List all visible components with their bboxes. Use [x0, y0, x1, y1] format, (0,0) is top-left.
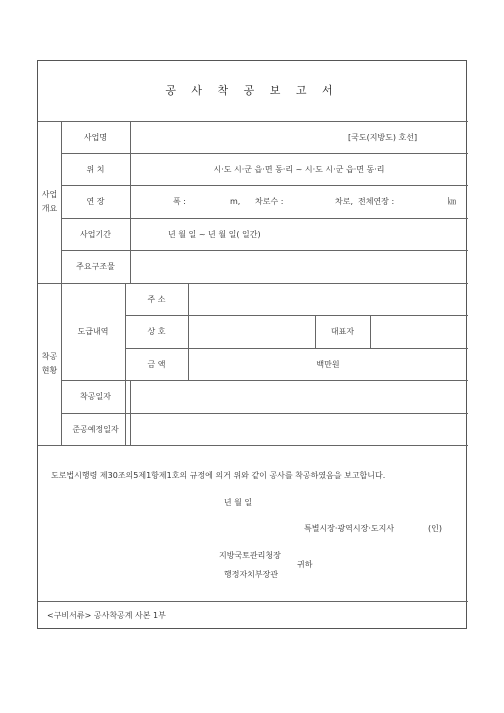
page-title: 공 사 착 공 보 고 서: [165, 84, 339, 97]
recipient-1: 지방국토관리청장: [219, 550, 281, 560]
project-name-label: 사업명: [83, 132, 108, 142]
start-date-label: 착공일자: [80, 392, 111, 401]
location-value: 시·도 시·군 읍·면 동·리 ~ 시·도 시·군 읍·면 동·리: [213, 164, 385, 174]
status-group-label: 착공 현황: [41, 352, 58, 375]
attachments-note: <구비서류> 공사착공계 사본 1부: [47, 611, 166, 620]
divider: [370, 315, 371, 348]
width-label: 폭 :: [173, 197, 186, 206]
amount-label: 금 액: [147, 359, 166, 369]
amount-value: 백만원: [316, 359, 340, 369]
lanes-unit: 차로,: [335, 197, 353, 206]
completion-date-label: 준공예정일자: [72, 424, 119, 434]
honorific: 귀하: [297, 559, 313, 569]
location-label: 위 치: [86, 164, 105, 174]
period-value: 년 월 일 ~ 년 월 일( 일간): [168, 229, 261, 239]
divider: [38, 445, 468, 446]
project-name-value: [국도(지방도) 호선]: [348, 132, 418, 142]
company-label: 상 호: [147, 327, 166, 336]
statement-date: 년 월 일: [223, 497, 253, 507]
overview-group-label: 사업 개요: [41, 190, 58, 213]
address-label: 주 소: [147, 294, 166, 304]
report-form: [37, 60, 467, 629]
total-length-unit: ㎞: [448, 197, 456, 206]
width-unit: m,: [230, 197, 241, 206]
seal-mark: (인): [428, 523, 442, 533]
representative-label: 대표자: [330, 327, 355, 336]
structures-label: 주요구조물: [76, 262, 115, 271]
divider: [130, 121, 131, 283]
statement-text: 도로법시행령 제30조의5제1항제1호의 규정에 의거 위와 같이 공사를 착공하였음을 보고합니다.: [51, 470, 386, 480]
extension-label: 연 장: [86, 197, 105, 206]
period-label: 사업기간: [80, 229, 111, 239]
reporter: 특별시장·광역시장·도지사: [304, 523, 395, 533]
divider: [130, 380, 131, 445]
recipient-2: 행정자치부장관: [224, 569, 279, 579]
total-length-label: 전체연장 :: [358, 197, 395, 206]
lanes-label: 차로수 :: [255, 197, 284, 206]
contract-label: 도급내역: [77, 327, 109, 336]
